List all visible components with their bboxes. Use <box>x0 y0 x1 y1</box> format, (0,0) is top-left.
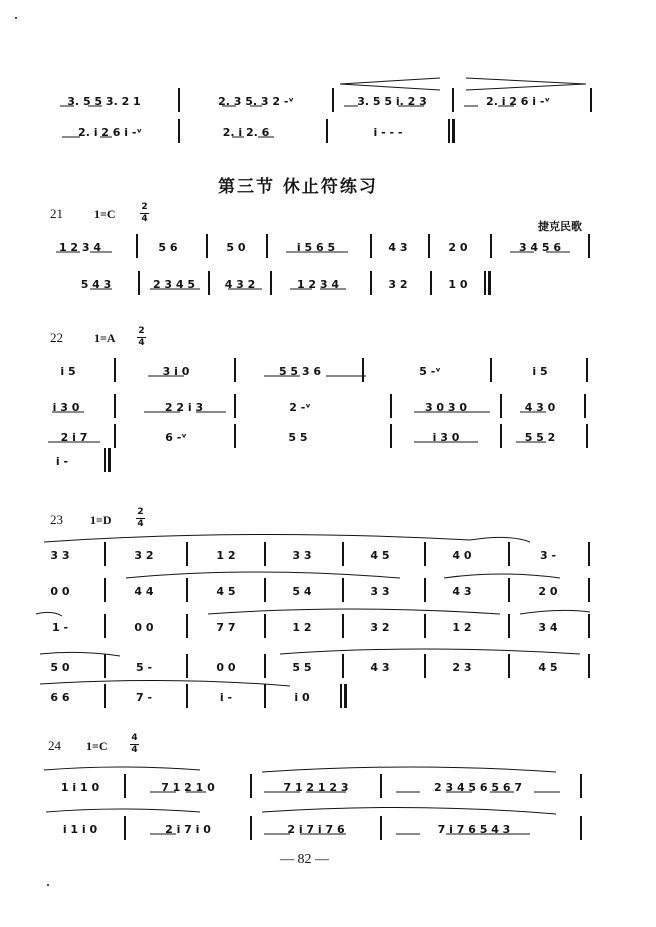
exercise-number: 21 <box>50 206 63 221</box>
slur <box>444 574 560 578</box>
measure: 2. i 2 6 i -ᵛ <box>486 95 550 108</box>
measure: 5 4 <box>292 585 312 598</box>
key-signature: 1=C <box>86 739 108 753</box>
measure: 3 2 <box>134 549 154 562</box>
measure: 5 0 <box>50 661 70 674</box>
measure: i 5 6 5 <box>296 241 336 254</box>
measure: 5 -ᵛ <box>419 365 441 378</box>
measure: 7 1 2 1 0 <box>161 781 215 794</box>
measure: 5 - <box>135 661 153 674</box>
measure: 0 0 <box>216 661 236 674</box>
measure: 3. 5 5 i. 2 3 <box>357 95 427 108</box>
measure: 2 0 <box>538 585 558 598</box>
measure: 3 4 <box>538 621 558 634</box>
time-top: 2 <box>137 507 144 517</box>
measure: 4 3 <box>388 241 408 254</box>
measure: 4 0 <box>452 549 472 562</box>
measure: 1 2 <box>452 621 472 634</box>
slur <box>44 767 200 770</box>
measure: 4 5 <box>370 549 390 562</box>
measure: 7 1 2 1 2 3 <box>283 781 349 794</box>
measure: i 5 <box>60 365 76 378</box>
measure: i - - - <box>373 126 403 139</box>
speck <box>15 17 17 19</box>
measure: 2 i 7 i 0 <box>165 823 211 836</box>
measure: 6 -ᵛ <box>165 431 187 444</box>
measure: 2 i 7 i 7 6 <box>287 823 345 836</box>
decrescendo-hairpin <box>466 78 586 90</box>
measure: 4 3 0 <box>524 401 556 414</box>
measure: 5 5 <box>292 661 312 674</box>
measure: 7 i 7 6 5 4 3 <box>437 823 511 836</box>
measure: 4 3 2 <box>224 278 256 291</box>
measure: 1 0 <box>448 278 468 291</box>
measure: i 3 0 <box>432 431 460 444</box>
measure: 5 4 3 <box>80 278 112 291</box>
measure: i - <box>55 455 69 468</box>
slur <box>36 612 62 616</box>
measure: 3 4 5 6 <box>518 241 562 254</box>
slur <box>126 572 400 578</box>
measure: 0 0 <box>134 621 154 634</box>
measure: 5 5 <box>288 431 308 444</box>
exercise-number: 24 <box>48 738 61 753</box>
slur <box>208 609 500 614</box>
measure: 3 3 <box>370 585 390 598</box>
measure: 3 - <box>539 549 557 562</box>
measure: i 0 <box>294 691 310 704</box>
time-bottom: 4 <box>138 338 145 348</box>
measure: 0 0 <box>50 585 70 598</box>
measure: 2. 3 5. 3 2 -ᵛ <box>218 95 294 108</box>
key-signature: 1=D <box>90 513 112 527</box>
measure: i 1 i 0 <box>62 823 98 836</box>
crescendo-hairpin <box>340 78 440 90</box>
measure: 2 3 4 5 <box>152 278 196 291</box>
measure: i - <box>219 691 233 704</box>
measure: 2. i 2. 6 <box>222 126 270 139</box>
measure: 4 3 <box>370 661 390 674</box>
measure: i 3 0 <box>52 401 80 414</box>
exercise-number: 23 <box>50 512 63 527</box>
measure: 1 2 3 4 <box>58 241 102 254</box>
measure: 3 3 <box>292 549 312 562</box>
slur <box>262 767 556 772</box>
time-top: 2 <box>138 326 145 336</box>
song-credit: 捷克民歌 <box>538 220 582 233</box>
measure: 2 -ᵛ <box>289 401 311 414</box>
key-signature: 1=C <box>94 207 116 221</box>
slur <box>262 807 556 814</box>
measure: 5 5 2 <box>524 431 556 444</box>
key-signature: 1=A <box>94 331 116 345</box>
time-top: 2 <box>141 202 148 212</box>
slur <box>40 652 120 656</box>
measure: 4 5 <box>538 661 558 674</box>
measure: 2 3 4 5 6 5 6 7 <box>433 781 523 794</box>
speck <box>47 884 49 886</box>
measure: 1 - <box>51 621 69 634</box>
page-number: — 82 — <box>280 852 329 867</box>
measure: 1 2 3 4 <box>296 278 340 291</box>
measure: 3 2 <box>388 278 408 291</box>
measure: 3 2 <box>370 621 390 634</box>
exercise-number: 22 <box>50 330 63 345</box>
section-title: 第三节 休止符练习 <box>218 177 378 197</box>
measure: 3 3 <box>50 549 70 562</box>
measure: 5 0 <box>226 241 246 254</box>
time-bottom: 4 <box>131 745 138 755</box>
slur <box>280 649 580 654</box>
measure: 2 2 i 3 <box>164 401 204 414</box>
measure: 2 3 <box>452 661 472 674</box>
measure: 4 3 <box>452 585 472 598</box>
measure: 4 5 <box>216 585 236 598</box>
measure: 5 5 3 6 <box>278 365 322 378</box>
slur <box>40 680 290 686</box>
time-top: 4 <box>131 733 138 743</box>
measure: 2 i 7 <box>60 431 88 444</box>
measure: 3 0 3 0 <box>424 401 468 414</box>
measure: 1 2 <box>216 549 236 562</box>
measure: 2. i 2 6 i -ᵛ <box>78 126 142 139</box>
slur <box>520 610 590 614</box>
measure: 3 i 0 <box>162 365 190 378</box>
measure: 7 7 <box>216 621 236 634</box>
measure: 6 6 <box>50 691 70 704</box>
measure: 2 0 <box>448 241 468 254</box>
measure: 7 - <box>135 691 153 704</box>
measure: i 5 <box>532 365 548 378</box>
measure: 1 i 1 0 <box>60 781 100 794</box>
slur <box>44 534 470 542</box>
slur <box>46 809 200 812</box>
measure: 1 2 <box>292 621 312 634</box>
time-bottom: 4 <box>137 519 144 529</box>
time-bottom: 4 <box>141 214 148 224</box>
measure: 4 4 <box>134 585 154 598</box>
measure: 3. 5 5 3. 2 1 <box>67 95 141 108</box>
measure: 5 6 <box>158 241 178 254</box>
slur <box>470 537 530 542</box>
